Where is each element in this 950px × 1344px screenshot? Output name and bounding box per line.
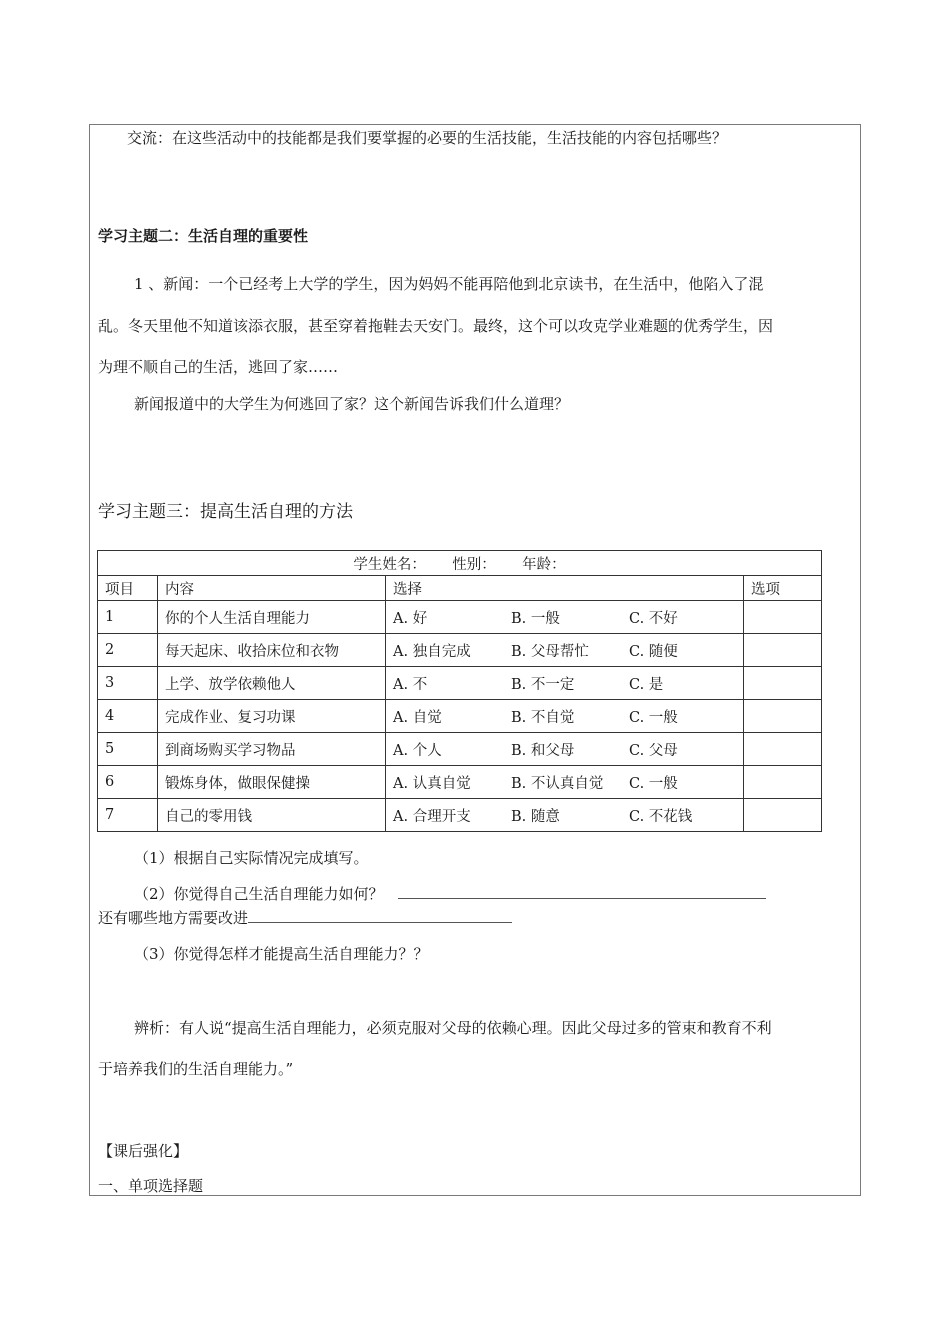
- analysis-line-2: 于培养我们的生活自理能力。”: [98, 1060, 294, 1078]
- row-number: 4: [98, 700, 158, 733]
- choice-a: A. 合理开支: [393, 808, 471, 825]
- question-2b: [98, 908, 512, 928]
- row-content: 上学、放学依赖他人: [158, 667, 386, 700]
- section-single-choice: 一、单项选择题: [98, 1177, 204, 1195]
- answer-cell[interactable]: [744, 733, 822, 766]
- answer-cell[interactable]: [744, 766, 822, 799]
- choice-b: B. 和父母: [511, 742, 575, 759]
- row-number: 3: [98, 667, 158, 700]
- question-2: [134, 884, 766, 904]
- table-row: [98, 700, 822, 733]
- table-row: [98, 799, 822, 832]
- choice-c: C. 不花钱: [629, 808, 693, 825]
- row-content: 锻炼身体，做眼保健操: [158, 766, 386, 799]
- choice-c: C. 是: [629, 676, 664, 693]
- row-content: 你的个人生活自理能力: [158, 601, 386, 634]
- answer-blank-2b[interactable]: [248, 908, 512, 923]
- question-1: （1）根据自己实际情况完成填写。: [134, 849, 369, 867]
- choice-b: B. 不一定: [511, 676, 575, 693]
- analysis-line-1: 辨析：有人说“提高生活自理能力，必须克服对父母的依赖心理。因此父母过多的管束和教育不利: [134, 1019, 772, 1037]
- choice-a: A. 不: [393, 676, 428, 693]
- after-class-heading: 【课后强化】: [98, 1142, 189, 1160]
- row-choices: [386, 601, 744, 634]
- question-3: （3）你觉得怎样才能提高生活自理能力？？: [134, 945, 429, 963]
- choice-c: C. 一般: [629, 709, 678, 726]
- row-choices: [386, 634, 744, 667]
- answer-cell[interactable]: [744, 634, 822, 667]
- row-number: 6: [98, 766, 158, 799]
- choice-a: A. 认真自觉: [393, 775, 471, 792]
- row-content: 到商场购买学习物品: [158, 733, 386, 766]
- answer-cell[interactable]: [744, 799, 822, 832]
- choice-b: B. 一般: [511, 610, 560, 627]
- table-row: [98, 634, 822, 667]
- choice-b: B. 不自觉: [511, 709, 575, 726]
- choice-a: A. 自觉: [393, 709, 442, 726]
- table-header-row: [98, 551, 822, 576]
- row-choices: [386, 700, 744, 733]
- choice-a: A. 好: [393, 610, 428, 627]
- news-line-3: 为理不顺自己的生活，逃回了家……: [98, 358, 339, 376]
- choice-a: A. 独自完成: [393, 643, 471, 660]
- row-number: 1: [98, 601, 158, 634]
- answer-cell[interactable]: [744, 667, 822, 700]
- topic3-title: 学习主题三：提高生活自理的方法: [98, 502, 353, 522]
- row-content: 自己的零用钱: [158, 799, 386, 832]
- table-row: [98, 601, 822, 634]
- choice-a: A. 个人: [393, 742, 442, 759]
- news-question: 新闻报道中的大学生为何逃回了家？这个新闻告诉我们什么道理？: [134, 395, 570, 413]
- table-row: [98, 667, 822, 700]
- column-header-option: 选项: [744, 576, 822, 601]
- column-header-choice: 选择: [386, 576, 744, 601]
- table-row: [98, 766, 822, 799]
- choice-c: C. 不好: [629, 610, 678, 627]
- table-column-row: [98, 576, 822, 601]
- row-content: 每天起床、收拾床位和衣物: [158, 634, 386, 667]
- student-info-header: 学生姓名： 性别： 年龄：: [98, 551, 822, 576]
- row-choices: [386, 766, 744, 799]
- question-2b-label: 还有哪些地方需要改进: [98, 909, 249, 927]
- answer-cell[interactable]: [744, 601, 822, 634]
- row-choices: [386, 733, 744, 766]
- choice-c: C. 随便: [629, 643, 678, 660]
- self-care-survey-table: [97, 550, 822, 832]
- choice-b: B. 父母帮忙: [511, 643, 589, 660]
- news-line-2: 乱。冬天里他不知道该添衣服，甚至穿着拖鞋去天安门。最终，这个可以攻克学业难题的优秀学生，因: [98, 317, 774, 335]
- answer-blank-2[interactable]: [398, 884, 766, 899]
- news-line-1: 1 、新闻：一个已经考上大学的学生，因为妈妈不能再陪他到北京读书，在生活中，他陷入了混: [134, 275, 764, 293]
- question-2-label: （2）你觉得自己生活自理能力如何？: [134, 885, 384, 903]
- answer-cell[interactable]: [744, 700, 822, 733]
- row-number: 5: [98, 733, 158, 766]
- column-header-item: 项目: [98, 576, 158, 601]
- column-header-content: 内容: [158, 576, 386, 601]
- row-choices: [386, 799, 744, 832]
- table-row: [98, 733, 822, 766]
- choice-c: C. 一般: [629, 775, 678, 792]
- row-number: 2: [98, 634, 158, 667]
- row-number: 7: [98, 799, 158, 832]
- topic2-title: 学习主题二：生活自理的重要性: [98, 227, 309, 245]
- choice-b: B. 随意: [511, 808, 560, 825]
- choice-c: C. 父母: [629, 742, 678, 759]
- choice-b: B. 不认真自觉: [511, 775, 604, 792]
- row-content: 完成作业、复习功课: [158, 700, 386, 733]
- discussion-question: 交流：在这些活动中的技能都是我们要掌握的必要的生活技能，生活技能的内容包括哪些？: [127, 129, 728, 147]
- row-choices: [386, 667, 744, 700]
